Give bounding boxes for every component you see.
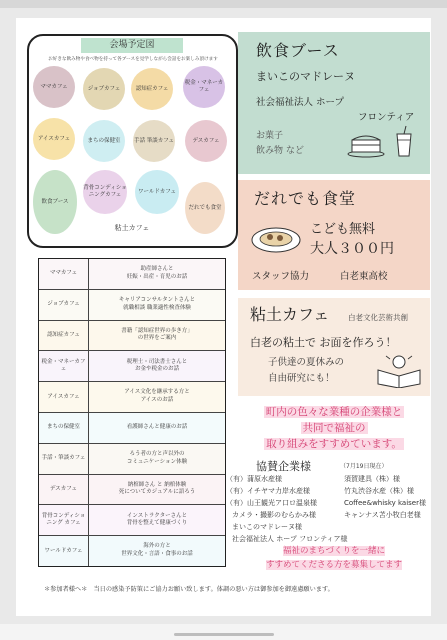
- booth-food: 飲食ブース: [33, 170, 77, 234]
- clay-cafe-line3: 自由研究にも！: [268, 373, 335, 384]
- cake-icon: [346, 128, 386, 158]
- booth-health-room: まちの保健室: [83, 120, 125, 162]
- clay-cafe-panel: [238, 298, 430, 396]
- booth-desc-cell: 看護師さんと健康のお話: [126, 424, 188, 431]
- booth-name-cell: デスカフェ: [39, 475, 89, 505]
- table-row: [39, 505, 225, 536]
- booth-death-cafe: デスカフェ: [185, 120, 227, 162]
- booth-desc-cell: 助産師さんと 妊娠・出産・育児のお話: [126, 266, 188, 280]
- table-row: [39, 444, 225, 475]
- booth-mama-cafe: ママカフェ: [33, 66, 75, 108]
- food-booth-title: 飲食ブース: [256, 41, 340, 60]
- sponsor-item: キャンナス苫小牧白老様: [344, 511, 421, 519]
- booth-world-cafe: ワールドカフェ: [135, 170, 179, 214]
- free-diner-staff-label: スタッフ協力: [252, 271, 310, 282]
- recruit-line1: 福祉のまちづくりを一緒に: [283, 546, 385, 556]
- book-reader-icon: [374, 350, 424, 388]
- booth-sign-cafe: 手話 筆談カフェ: [133, 120, 175, 162]
- booth-name-cell: ワールドカフェ: [39, 536, 89, 566]
- booth-name-cell: 認知症カフェ: [39, 321, 89, 351]
- promo-line2: 共同で福祉の: [302, 422, 366, 434]
- booth-desc-cell: インストラクターさんと 背骨を整えて健康づくり: [126, 512, 188, 527]
- clay-cafe-title: 粘土カフェ: [250, 305, 330, 324]
- status-bar: [0, 0, 447, 8]
- table-row: [39, 259, 225, 290]
- booth-name-cell: 手話・筆談カフェ: [39, 444, 89, 474]
- promo-line1: 町内の色々な業種の企業様と: [265, 406, 403, 418]
- food-vendor-2b: フロンティア: [358, 112, 415, 123]
- sponsor-item: （有）蒲原水産様: [226, 475, 282, 483]
- table-row: [39, 290, 225, 321]
- booth-desc-cell: ろう者の方と声以外の コミュニケーション体験: [126, 450, 188, 465]
- meal-plate-icon: [250, 222, 302, 254]
- booth-table: [38, 258, 226, 567]
- food-item-1: お菓子: [256, 131, 284, 141]
- home-indicator[interactable]: [174, 633, 274, 636]
- recruit-message: [238, 544, 430, 572]
- venue-map: [27, 34, 238, 248]
- booth-name-cell: 背骨コンディショニング カフェ: [39, 505, 89, 535]
- sponsor-item: Coffee&whisky kaiser様: [344, 499, 426, 507]
- booth-desc-cell: 納棺師さん と 納棺体験 死についてカジュアルに語ろう: [118, 481, 196, 496]
- booth-name-cell: 税金・マネーカフェ: [39, 351, 89, 381]
- food-booth-panel: [238, 32, 430, 174]
- booth-spine-cafe: 背骨コンディショニングカフェ: [83, 170, 127, 214]
- map-subtitle: お好きな飲み物や食べ物を持って各ブースを見学しながら会話をお楽しみ頂けます: [48, 57, 218, 62]
- sponsor-item: （有）イチヤマ力岸水産様: [226, 487, 310, 495]
- booth-name-cell: ママカフェ: [39, 259, 89, 289]
- free-diner-school: 白老東高校: [340, 271, 388, 282]
- booth-clay-cafe: 粘土カフェ: [101, 220, 163, 236]
- sponsor-item: カメラ・撮影のむらかみ様: [232, 511, 316, 519]
- sponsor-item: まいこのマドレーヌ様: [232, 523, 302, 531]
- recruit-line2: すすめてくださる方を募集してます: [265, 560, 403, 570]
- table-row: [39, 351, 225, 382]
- free-diner-panel: [238, 180, 430, 290]
- booth-name-cell: アイスカフェ: [39, 382, 89, 412]
- booth-desc-cell: キャリアコンサルタントさんと 就職相談 職業適性検査体験: [118, 297, 196, 311]
- sponsors-date: （7月19日現在）: [340, 463, 388, 470]
- clay-cafe-line1: 白老の粘土で お面を作ろう！: [250, 336, 397, 349]
- clay-cafe-line2: 子供達の夏休みの: [268, 357, 345, 368]
- table-row: [39, 536, 225, 566]
- food-vendor-1: まいこのマドレーヌ: [256, 70, 355, 83]
- booth-desc-cell: 書籍「認知症世界の歩き方」 の世界をご案内: [121, 327, 193, 342]
- sponsor-item: （有）山王観光ア口ロ温泉様: [226, 499, 317, 507]
- table-row: [39, 475, 225, 506]
- free-diner-kids-price: こども無料: [310, 222, 376, 237]
- booth-job-cafe: ジョブカフェ: [83, 68, 125, 110]
- food-vendor-2: 社会福祉法人 ホープ: [256, 97, 345, 108]
- navigation-bar: [0, 624, 447, 640]
- booth-money-cafe: 税金・マネーカフェ: [183, 66, 225, 108]
- table-row: [39, 413, 225, 444]
- sponsor-item: 須賀建具（株）様: [344, 475, 400, 483]
- booth-free-diner: だれでも食堂: [185, 182, 225, 234]
- booth-desc-cell: アイス文化を継承する方と アイスのお話: [124, 389, 190, 404]
- food-item-2: 飲み物 など: [256, 146, 304, 156]
- participant-notice: ＊参加者様へ＊ 当日の感染予防策にご協力お願い致します。体調の悪い方は御参加を御遠慮願います。: [44, 586, 334, 593]
- collaboration-message: [238, 404, 430, 452]
- map-title: 会場予定図: [81, 38, 183, 53]
- booth-name-cell: まちの保健室: [39, 413, 89, 443]
- free-diner-adult-price: 大人３００円: [310, 241, 394, 257]
- sponsor-item: 竹丸渋谷水産（株）様: [344, 487, 414, 495]
- booth-name-cell: ジョブカフェ: [39, 290, 89, 320]
- sponsor-item: 社会福祉法人 ホープ フロンティア様: [232, 535, 348, 543]
- clay-cafe-organizer: 白老文化芸術共創: [348, 313, 408, 322]
- promo-line3: 取り組みをすすめています。: [266, 438, 402, 450]
- booth-desc-cell: 海外の方と 世界文化・言語・食事のお話: [121, 543, 193, 558]
- booth-ice-cafe: アイスカフェ: [33, 118, 75, 160]
- table-row: [39, 321, 225, 352]
- booth-dementia-cafe: 認知症カフェ: [131, 68, 173, 110]
- booth-desc-cell: 税理士・司法書士さんと お金や税金のお話: [126, 358, 188, 373]
- table-row: [39, 382, 225, 413]
- drink-icon: [394, 124, 414, 158]
- sponsors-title: 協賛企業様: [256, 460, 311, 473]
- free-diner-title: だれでも食堂: [254, 189, 357, 208]
